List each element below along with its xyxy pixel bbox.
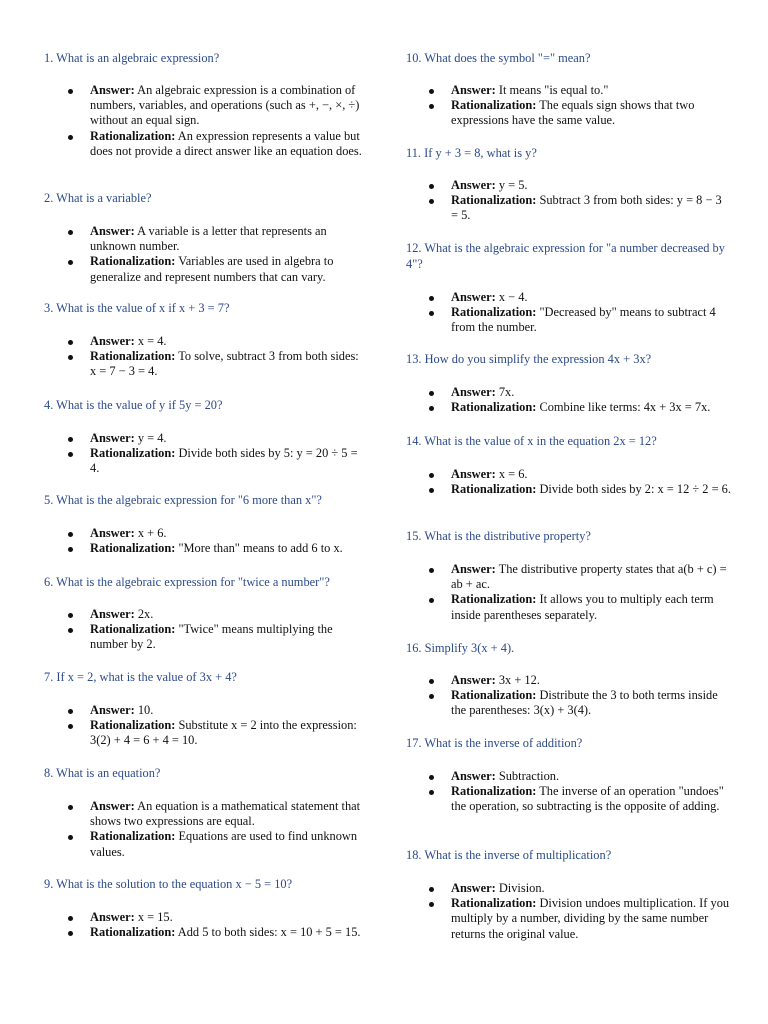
answer-label: Answer: bbox=[90, 910, 135, 924]
answer-text: Subtraction. bbox=[495, 769, 560, 783]
rationalization-item bbox=[451, 688, 731, 718]
answer-list-15 bbox=[451, 562, 731, 623]
answer-item bbox=[451, 769, 731, 784]
question-13: 13. How do you simplify the expression 4x + 3x? bbox=[406, 352, 652, 366]
rationalization-item bbox=[451, 193, 731, 223]
answer-item bbox=[451, 673, 731, 688]
answer-item bbox=[451, 178, 731, 193]
answer-label: Answer: bbox=[451, 673, 496, 687]
rationalization-text: The equals sign shows that two expressions have the same value. bbox=[451, 98, 695, 128]
question-14: 14. What is the value of x in the equation 2x = 12? bbox=[406, 434, 657, 448]
rationalization-item bbox=[451, 896, 731, 942]
answer-label: Answer: bbox=[90, 224, 135, 238]
rationalization-item bbox=[90, 541, 365, 556]
rationalization-text: An expression represents a value but does not provide a direct answer like an equation does. bbox=[90, 128, 362, 158]
answer-text: 2x. bbox=[134, 607, 154, 621]
answer-item bbox=[90, 334, 365, 349]
rationalization-label: Rationalization: bbox=[451, 193, 537, 208]
answer-text: A variable is a letter that represents an unknown number. bbox=[90, 224, 327, 254]
rationalization-text: Division undoes multiplication. If you multiply by a number, dividing by the same number returns the original value. bbox=[451, 896, 730, 941]
rationalization-item bbox=[90, 129, 365, 159]
rationalization-label: Rationalization: bbox=[90, 622, 176, 637]
rationalization-text: Combine like terms: 4x + 3x = 7x. bbox=[536, 400, 711, 415]
question-1: 1. What is an algebraic expression? bbox=[44, 51, 220, 65]
answer-item bbox=[451, 385, 741, 400]
rationalization-label: Rationalization: bbox=[451, 784, 537, 799]
rationalization-text: Distribute the 3 to both terms inside the parentheses: 3(x) + 3(4). bbox=[451, 688, 718, 718]
answer-list-8 bbox=[90, 799, 365, 860]
rationalization-text: Subtract 3 from both sides: y = 8 − 3 = 5. bbox=[451, 193, 722, 223]
question-10: 10. What does the symbol "=" mean? bbox=[406, 51, 591, 65]
rationalization-text: Divide both sides by 5: y = 20 ÷ 5 = 4. bbox=[90, 446, 358, 476]
answer-label: Answer: bbox=[90, 334, 135, 348]
answer-text: 10. bbox=[134, 703, 154, 717]
answer-list-2 bbox=[90, 224, 365, 285]
rationalization-label: Rationalization: bbox=[90, 925, 176, 940]
answer-list-3 bbox=[90, 334, 365, 380]
rationalization-text: "Decreased by" means to subtract 4 from the number. bbox=[451, 305, 716, 335]
answer-item bbox=[451, 83, 731, 98]
answer-label: Answer: bbox=[451, 83, 496, 97]
answer-label: Answer: bbox=[451, 562, 496, 576]
question-17: 17. What is the inverse of addition? bbox=[406, 736, 583, 750]
answer-text: x = 15. bbox=[134, 910, 173, 924]
answer-item bbox=[451, 562, 731, 592]
rationalization-item bbox=[90, 446, 365, 476]
answer-item bbox=[451, 467, 731, 482]
answer-label: Answer: bbox=[90, 703, 135, 717]
answer-label: Answer: bbox=[451, 769, 496, 783]
answer-text: y = 4. bbox=[134, 431, 167, 445]
answer-list-1 bbox=[90, 83, 365, 159]
answer-list-14 bbox=[451, 467, 731, 497]
answer-text: x − 4. bbox=[495, 290, 528, 304]
rationalization-text: Variables are used in algebra to generalize and represent numbers that can vary. bbox=[90, 254, 334, 284]
answer-text: An equation is a mathematical statement that shows two expressions are equal. bbox=[90, 799, 361, 829]
answer-item bbox=[90, 83, 365, 129]
answer-label: Answer: bbox=[90, 431, 135, 445]
rationalization-item bbox=[90, 622, 365, 652]
rationalization-text: Equations are used to find unknown values. bbox=[90, 829, 358, 859]
rationalization-label: Rationalization: bbox=[451, 896, 537, 911]
answer-text: The distributive property states that a(b + c) = ab + ac. bbox=[451, 562, 727, 592]
question-5: 5. What is the algebraic expression for "6 more than x"? bbox=[44, 493, 322, 507]
question-11: 11. If y + 3 = 8, what is y? bbox=[406, 146, 537, 160]
rationalization-label: Rationalization: bbox=[90, 446, 176, 461]
rationalization-item bbox=[90, 254, 365, 284]
answer-text: 7x. bbox=[495, 385, 515, 399]
answer-list-4 bbox=[90, 431, 365, 477]
rationalization-item bbox=[451, 305, 731, 335]
answer-list-5 bbox=[90, 526, 365, 556]
question-8: 8. What is an equation? bbox=[44, 766, 161, 780]
rationalization-label: Rationalization: bbox=[451, 688, 537, 703]
answer-list-6 bbox=[90, 607, 365, 653]
rationalization-label: Rationalization: bbox=[90, 541, 176, 556]
question-2: 2. What is a variable? bbox=[44, 191, 152, 205]
answer-list-7 bbox=[90, 703, 365, 749]
answer-text: x + 6. bbox=[134, 526, 167, 540]
answer-label: Answer: bbox=[451, 290, 496, 304]
rationalization-text: It allows you to multiply each term inside parentheses separately. bbox=[451, 592, 714, 622]
answer-label: Answer: bbox=[90, 526, 135, 540]
answer-list-10 bbox=[451, 83, 731, 129]
answer-text: x = 6. bbox=[495, 467, 528, 481]
question-9: 9. What is the solution to the equation x − 5 = 10? bbox=[44, 877, 293, 891]
question-15: 15. What is the distributive property? bbox=[406, 529, 591, 543]
question-6: 6. What is the algebraic expression for "twice a number"? bbox=[44, 575, 330, 589]
rationalization-label: Rationalization: bbox=[451, 592, 537, 607]
rationalization-label: Rationalization: bbox=[90, 829, 176, 844]
answer-label: Answer: bbox=[451, 881, 496, 895]
rationalization-item bbox=[451, 400, 741, 415]
answer-label: Answer: bbox=[90, 799, 135, 813]
answer-text: Division. bbox=[495, 881, 545, 895]
rationalization-label: Rationalization: bbox=[90, 718, 176, 733]
answer-item bbox=[90, 799, 365, 829]
rationalization-label: Rationalization: bbox=[90, 128, 176, 143]
rationalization-text: "More than" means to add 6 to x. bbox=[175, 541, 343, 556]
answer-item bbox=[90, 910, 365, 925]
rationalization-text: The inverse of an operation "undoes" the operation, so subtracting is the opposite of adding. bbox=[451, 784, 724, 814]
rationalization-item bbox=[90, 718, 365, 748]
answer-list-13 bbox=[451, 385, 741, 415]
rationalization-label: Rationalization: bbox=[451, 305, 537, 320]
answer-item bbox=[90, 526, 365, 541]
rationalization-item bbox=[451, 784, 731, 814]
question-18: 18. What is the inverse of multiplication? bbox=[406, 848, 612, 862]
rationalization-text: "Twice" means multiplying the number by 2. bbox=[90, 622, 333, 652]
question-16: 16. Simplify 3(x + 4). bbox=[406, 641, 515, 655]
answer-item bbox=[90, 607, 365, 622]
answer-text: It means "is equal to." bbox=[495, 83, 609, 97]
rationalization-label: Rationalization: bbox=[90, 349, 176, 364]
answer-label: Answer: bbox=[451, 467, 496, 481]
rationalization-label: Rationalization: bbox=[90, 254, 176, 269]
rationalization-label: Rationalization: bbox=[451, 400, 537, 415]
rationalization-label: Rationalization: bbox=[451, 482, 537, 497]
rationalization-item bbox=[90, 925, 365, 940]
rationalization-text: To solve, subtract 3 from both sides: x = 7 − 3 = 4. bbox=[90, 349, 359, 379]
answer-list-12 bbox=[451, 290, 731, 336]
answer-label: Answer: bbox=[90, 83, 135, 97]
answer-list-18 bbox=[451, 881, 731, 942]
question-7: 7. If x = 2, what is the value of 3x + 4? bbox=[44, 670, 237, 684]
answer-text: 3x + 12. bbox=[495, 673, 540, 687]
rationalization-item bbox=[90, 829, 365, 859]
rationalization-item bbox=[90, 349, 365, 379]
answer-item bbox=[451, 290, 731, 305]
rationalization-item bbox=[451, 482, 731, 497]
rationalization-text: Add 5 to both sides: x = 10 + 5 = 15. bbox=[175, 925, 361, 940]
answer-text: An algebraic expression is a combination of numbers, variables, and operations (such as +, −, ×, ÷) without an equal sign. bbox=[90, 83, 360, 128]
answer-list-9 bbox=[90, 910, 365, 940]
answer-label: Answer: bbox=[451, 385, 496, 399]
answer-text: y = 5. bbox=[495, 178, 528, 192]
answer-label: Answer: bbox=[451, 178, 496, 192]
rationalization-label: Rationalization: bbox=[451, 98, 537, 113]
question-4: 4. What is the value of y if 5y = 20? bbox=[44, 398, 223, 412]
rationalization-item bbox=[451, 98, 731, 128]
answer-item bbox=[451, 881, 731, 896]
answer-item bbox=[90, 703, 365, 718]
answer-list-16 bbox=[451, 673, 731, 719]
answer-label: Answer: bbox=[90, 607, 135, 621]
answer-item bbox=[90, 224, 365, 254]
question-12: 12. What is the algebraic expression for "a number decreased by 4"? bbox=[406, 241, 725, 271]
rationalization-text: Divide both sides by 2: x = 12 ÷ 2 = 6. bbox=[536, 482, 731, 497]
rationalization-text: Substitute x = 2 into the expression: 3(2) + 4 = 6 + 4 = 10. bbox=[90, 718, 357, 748]
answer-list-11 bbox=[451, 178, 731, 224]
answer-item bbox=[90, 431, 365, 446]
question-3: 3. What is the value of x if x + 3 = 7? bbox=[44, 301, 230, 315]
answer-list-17 bbox=[451, 769, 731, 815]
answer-text: x = 4. bbox=[134, 334, 167, 348]
rationalization-item bbox=[451, 592, 731, 622]
